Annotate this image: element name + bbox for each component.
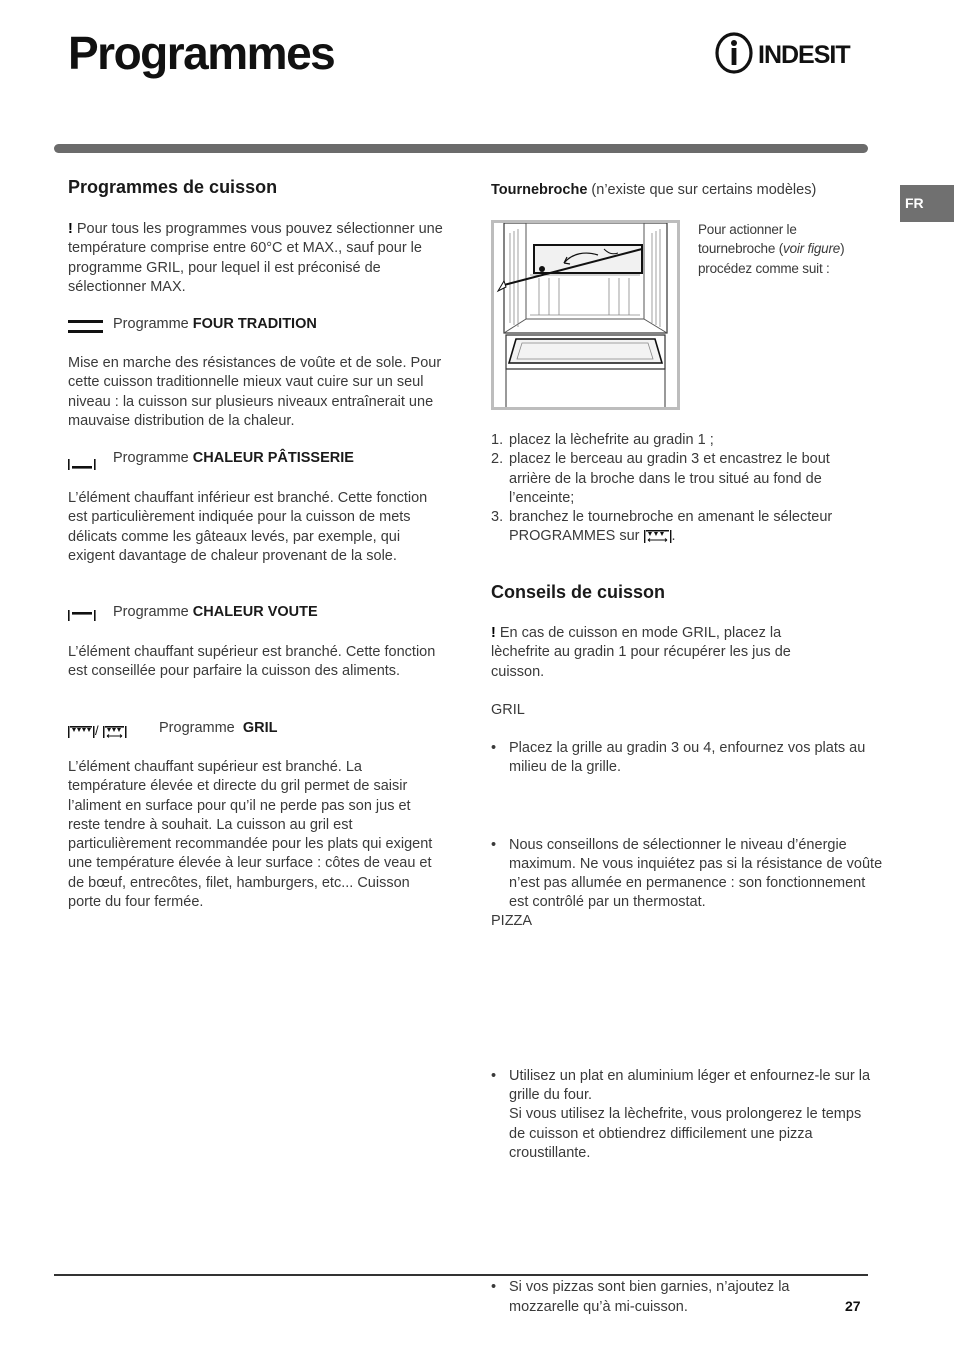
gril-bullet: • Placez la grille au gradin 3 ou 4, enfournez vos plats au milieu de la grille.	[491, 740, 866, 776]
program-gril-description: L’élément chauffant supérieur est branché. La température élevée et directe du gril permet de saisir l’aliment en surface pour qu’il ne perde pas son jus et reste tendre à souhait. La cuisson au gril est particulièrement recommandée pour les plats qui exigent une température élevée à leur surface : côtes de veau et de bœuf, entrecôtes, filet, hamburgers, etc... Cuisson porte du four fermée.	[68, 759, 433, 911]
oven-rotisserie-figure	[491, 220, 680, 410]
program-four-tradition-description: Mise en marche des résistances de voûte et de sole. Pour cette cuisson traditionnelle mieux vaut cuire sur un seul niveau : la cuisson sur plusieurs niveaux entraînerait une mauvaise distribution de la chaleur.	[68, 355, 442, 429]
indesit-logo	[714, 32, 874, 74]
top-bottom-heat-icon	[68, 318, 104, 336]
tournebroche-note: (n’existe que sur certains modèles)	[587, 182, 817, 198]
pizza-bullet: • Si vos pizzas sont bien garnies, n’ajoutez la mozzarelle qu’à mi-cuisson.	[491, 1279, 790, 1315]
program-chaleur-voute: Programme CHALEUR VOUTE	[113, 604, 318, 620]
grill-icon	[68, 723, 128, 741]
warning-mark: !	[68, 221, 73, 237]
pizza-bullet: • Utilisez un plat en aluminium léger et enfournez-le sur la grille du four. Si vous utilisez la lèchefrite, vous prolongerez le temps de cuisson et obtiendrez difficilement une pizza croustillante.	[491, 1067, 871, 1161]
brand-name: INDESIT	[758, 41, 850, 69]
page-number: 27	[845, 1298, 861, 1314]
step-item: 1. placez la lèchefrite au gradin 1 ;	[491, 432, 714, 448]
grill-icon-separator: /	[95, 723, 99, 738]
tournebroche-steps	[491, 431, 868, 551]
indesit-logo-icon	[714, 32, 874, 74]
oven-illustration	[494, 223, 677, 407]
tournebroche-heading	[491, 181, 869, 200]
gril-label: GRIL	[491, 702, 525, 718]
language-tab: FR	[900, 185, 954, 222]
warning-mark: !	[491, 625, 496, 641]
bottom-heat-icon	[68, 455, 96, 471]
section-title-conseils: Conseils de cuisson	[491, 582, 666, 602]
footer-divider	[54, 1274, 868, 1276]
figure-caption: Pour actionner le tournebroche (voir figure) procédez comme suit :	[698, 222, 845, 276]
program-chaleur-patisserie-description: L’élément chauffant inférieur est branché. Cette fonction est particulièrement indiquée pour la cuisson de mets délicats comme les gâteaux levés, par exemple, qui exigent davantage de chaleur provenant de la sole.	[68, 490, 428, 564]
step-item: 3. branchez le tournebroche en amenant le sélecteur PROGRAMMES sur .	[491, 508, 868, 551]
top-heat-icon	[68, 608, 96, 624]
gril-bullet: • Nous conseillons de sélectionner le niveau d’énergie maximum. Ne vous inquiétez pas si la résistance de voûte n’est pas allumée en permanence : son fonctionnement est contrôlé par un thermostat.	[491, 836, 883, 911]
page-title: Programmes	[68, 27, 335, 79]
program-chaleur-patisserie: Programme CHALEUR PÂTISSERIE	[113, 450, 354, 466]
intro-paragraph	[68, 220, 448, 297]
program-four-tradition: Programme FOUR TRADITION	[113, 316, 317, 332]
header-divider	[54, 144, 868, 153]
conseils-intro: ! En cas de cuisson en mode GRIL, placez la lèchefrite au gradin 1 pour récupérer les jus de cuisson.	[491, 625, 791, 680]
pizza-label: PIZZA	[491, 913, 533, 929]
intro-text: Pour tous les programmes vous pouvez sélectionner une température comprise entre 60°C et MAX., sauf pour le programme GRIL, pour lequel il est préconisé de sélectionner MAX.	[68, 221, 443, 295]
section-title-programmes: Programmes de cuisson	[68, 177, 278, 197]
program-chaleur-voute-description: L’élément chauffant supérieur est branché. Cette fonction est conseillée pour parfaire la cuisson des aliments.	[68, 644, 436, 680]
spit-program-icon	[644, 528, 672, 550]
tournebroche-title: Tournebroche	[491, 182, 588, 198]
program-gril: Programme GRIL	[159, 720, 278, 736]
step-item: 2. placez le berceau au gradin 3 et encastrez le bout arrière de la broche dans le trou situé au fond de l’enceinte;	[491, 451, 830, 506]
